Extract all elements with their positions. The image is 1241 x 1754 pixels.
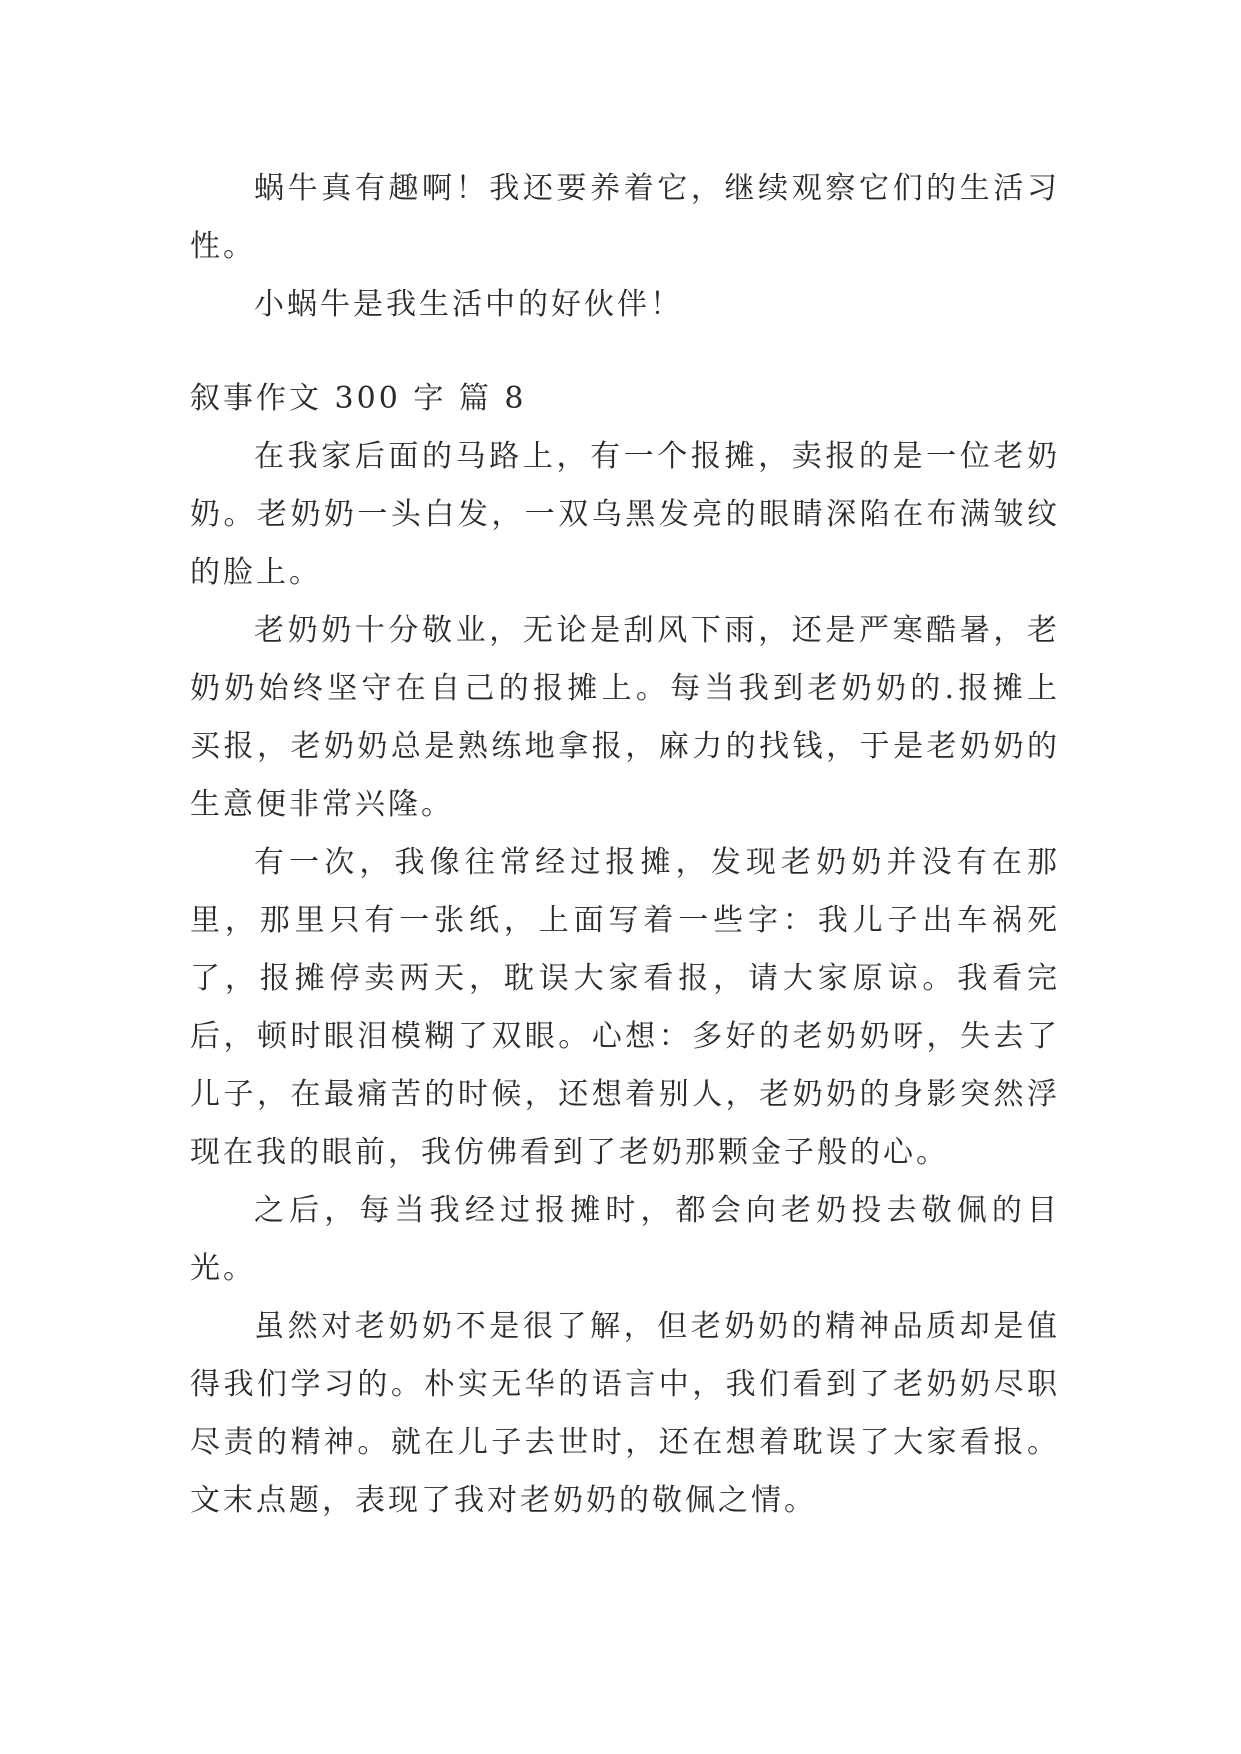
- paragraph-5: 虽然对老奶奶不是很了解，但老奶奶的精神品质却是值得我们学习的。朴实无华的语言中，我们看到了老奶奶尽职尽责的精神。就在儿子去世时，还在想着耽误了大家看报。文末点题，表现了我对老奶奶的敬佩之情。: [190, 1309, 1060, 1518]
- section-gap: [190, 334, 1060, 370]
- paragraph-1: 在我家后面的马路上，有一个报摊，卖报的是一位老奶奶。老奶奶一头白发，一双乌黑发亮的眼睛深陷在布满皱纹的脸上。: [190, 439, 1060, 590]
- section-title: 叙事作文 300 字 篇 8: [190, 381, 527, 416]
- paragraph-3: 有一次，我像往常经过报摊，发现老奶奶并没有在那里，那里只有一张纸，上面写着一些字：我儿子出车祸死了，报摊停卖两天，耽误大家看报，请大家原谅。我看完后，顿时眼泪模糊了双眼。心想：多好的老奶奶呀，失去了儿子，在最痛苦的时候，还想着别人，老奶奶的身影突然浮现在我的眼前，我仿佛看到了老奶那颗金子般的心。: [190, 845, 1060, 1170]
- intro-paragraph-1: 蜗牛真有趣啊！我还要养着它，继续观察它们的生活习性。: [190, 171, 1060, 264]
- paragraph-2: 老奶奶十分敬业，无论是刮风下雨，还是严寒酷暑，老奶奶始终坚守在自己的报摊上。每当我到老奶奶的.报摊上买报，老奶奶总是熟练地拿报，麻力的找钱，于是老奶奶的生意便非常兴隆。: [190, 613, 1060, 822]
- document-body: [190, 160, 1060, 1530]
- intro-paragraph-2: 小蜗牛是我生活中的好伙伴！: [254, 287, 683, 322]
- paragraph-4: 之后，每当我经过报摊时，都会向老奶投去敬佩的目光。: [190, 1193, 1060, 1286]
